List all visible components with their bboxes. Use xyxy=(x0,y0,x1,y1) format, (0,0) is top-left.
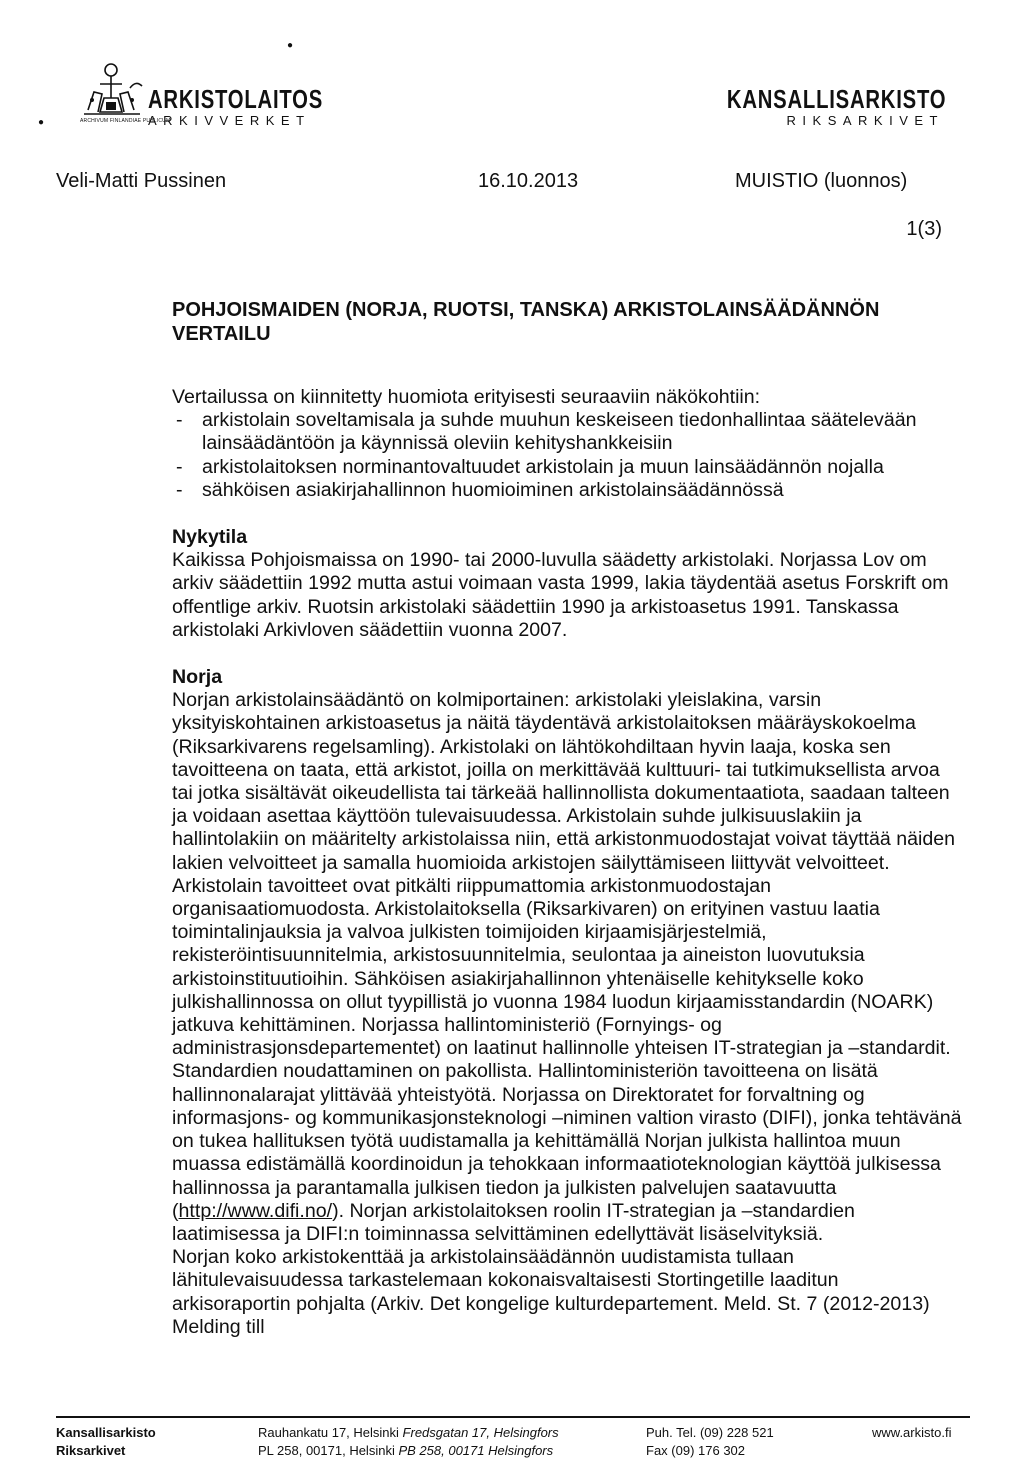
archive-emblem-icon xyxy=(80,58,146,118)
list-item: - sähköisen asiakirjahallinnon huomioiminen arkistolainsäädännössä xyxy=(172,479,962,502)
list-item: - arkistolain soveltamisala ja suhde muuhun keskeiseen tiedonhallintaa säätelevään lainsäädäntöön ja käynnissä oleviin kehityshankkeisiin xyxy=(172,409,962,455)
section-heading-nykytila: Nykytila xyxy=(172,526,248,549)
paragraph-text: ). Norjan arkistolaitoksen roolin IT-strategian ja –standardien laatimisessa ja DIFI:n toiminnassa selvittäminen edellyttävät lisäselvityksiä. xyxy=(172,1199,855,1245)
list-item: - arkistolaitoksen norminantovaltuudet arkistolain ja muun lainsäädännön nojalla xyxy=(172,456,962,479)
section-heading-norja: Norja xyxy=(172,666,223,689)
phone-number: Puh. Tel. (09) 228 521 xyxy=(646,1425,774,1440)
intro-text: Vertailussa on kiinnitetty huomiota erityisesti seuraaviin näkökohtiin: xyxy=(172,386,761,408)
paragraph-text: Norjan arkistolainsäädäntö on kolmiportainen: arkistolaki yleislakina, varsin yksityiskohtainen arkistoasetus ja näitä täydentävä arkistolaitoksen määräyskokoelma (Riksarkivarens regelsamling). Arkistolaki on lähtökohdiltaan hyvin laaja, koska sen tavoitteena on taata, että arkistot, joilla on merkittävää kulttuuri- tai tutkimuksellista arvoa tai jotka sisältävät oikeudellista tai tärkeää hallinnollista dokumentaatiota, saadaan talteen ja voidaan asettaa käyttöön tulevaisuudessa. Arkistolain suhde julkisuuslakiin ja hallintolakiin on määritelty arkistolaissa niin, että arkistonmuodostajat voivat täyttää näiden lakien velvoitteet ja samalla huomioida arkistojen säilyttämiseen liittyvät velvoitteet. Arkistolain tavoitteet ovat pitkälti riippumattomia arkistonmuodostajan organisaatiomuodosta. Arkistolaitoksella (Riksarkivaren) on erityinen vastuu laatia toimintalinjauksia ja valvoa julkisten toimijoiden kirjaamisjärjestelmiä, rekisteröintisuunnitelmia, arkistosuunnitelmia, seulontaa ja aineiston luovutuksia arkistoinstituutioihin. Sähköisen asiakirjahallinnon yhtenäiselle kehitykselle koko julkishallinnossa on ollut tyypillistä jo vuonna 1984 luodun kirjaamisstandardin (NOARK) jatkuva kehittäminen. Norjassa hallintoministeriö (Fornyings- og administrasjonsdepartementet) on laatinut hallinnolle yhteisen IT-strategian ja –standardit. Standardien noudattaminen on pakollista. Hallintoministeriön tavoitteena on lisätä hallinnonalarajat ylittävää yhteistyötä. Norjassa on Direktoratet for forvaltning og informasjons- og kommunikasjonsteknologi –niminen valtion virasto (DIFI), jonka tehtävänä on tukea hallituksen työtä uudistamalla ja kehittämällä Norjan julkista hallintoa muun muassa edistämällä koordinoidun ja tehokkaan informaatioteknologian käyttöä julkisessa hallinnossa ja parantamalla julkisen tiedon ja julkisten palvelujen saatavuutta ( xyxy=(172,689,962,1222)
footer-web[interactable]: www.arkisto.fi xyxy=(872,1425,952,1440)
footer-address xyxy=(258,1424,559,1460)
section-text-norja xyxy=(172,689,962,1246)
org-title-right: KANSALLISARKISTO xyxy=(726,84,946,114)
author: Veli-Matti Pussinen xyxy=(56,170,227,192)
postal-sv: PB 258, 00171 Helsingfors xyxy=(398,1443,554,1458)
aspect-list xyxy=(172,409,962,502)
document-title: POHJOISMAIDEN (NORJA, RUOTSI, TANSKA) ARKISTOLAINSÄÄDÄNNÖN VERTAILU xyxy=(172,299,880,345)
address-fi: Rauhankatu 17, Helsinki xyxy=(258,1425,399,1440)
footer-org-sv: Riksarkivet xyxy=(56,1443,126,1458)
footer-org-fi: Kansallisarkisto xyxy=(56,1425,156,1440)
postal-fi: PL 258, 00171, Helsinki xyxy=(258,1443,395,1458)
footer-org xyxy=(56,1424,156,1460)
fax-number: Fax (09) 176 302 xyxy=(646,1443,746,1458)
footer-address-line xyxy=(258,1424,559,1442)
section-text-nykytila: Kaikissa Pohjoismaissa on 1990- tai 2000-luvulla säädetty arkistolaki. Norjassa Lov om arkiv säädettiin 1992 mutta astui voimaan vasta 1999, lakia täydentää asetus Forskrift om offentlige arkiv. Ruotsin arkistolaki säädettiin 1990 ja arkistoasetus 1991. Tanskassa arkistolaki Arkivloven säädettiin vuonna 2007. xyxy=(172,549,949,641)
org-subtitle-left: ARKIVVERKET xyxy=(148,113,311,128)
section-text-norja-continued: Norjan koko arkistokenttää ja arkistolainsäädännön uudistamista tullaan lähitulevaisuudessa tarkastelemaan kokonaisvaltaisesti Stortingetille laaditun arkisoraportin pohjalta (Arkiv. Det kongelige kulturdepartement. Meld. St. 7 (2012-2013) Melding till xyxy=(172,1246,930,1338)
address-sv: Fredsgatan 17, Helsingfors xyxy=(402,1425,559,1440)
footer-address-line xyxy=(258,1442,559,1460)
document-date: 16.10.2013 xyxy=(478,170,579,192)
document-type: MUISTIO (luonnos) xyxy=(735,170,908,192)
scan-mark: ● xyxy=(287,40,294,51)
footer-divider xyxy=(56,1416,970,1418)
difi-link[interactable]: http://www.difi.no/ xyxy=(178,1199,333,1222)
scan-mark: ● xyxy=(38,117,45,128)
page-number: 1(3) xyxy=(906,218,942,240)
document-body xyxy=(172,298,962,1339)
org-title-left: ARKISTOLAITOS xyxy=(148,84,324,114)
logo-latin-motto: ARCHIVUM FINLANDIAE PUBLICUM xyxy=(80,118,171,124)
footer-contact xyxy=(646,1424,774,1460)
org-subtitle-right: RIKSARKIVET xyxy=(786,113,944,128)
